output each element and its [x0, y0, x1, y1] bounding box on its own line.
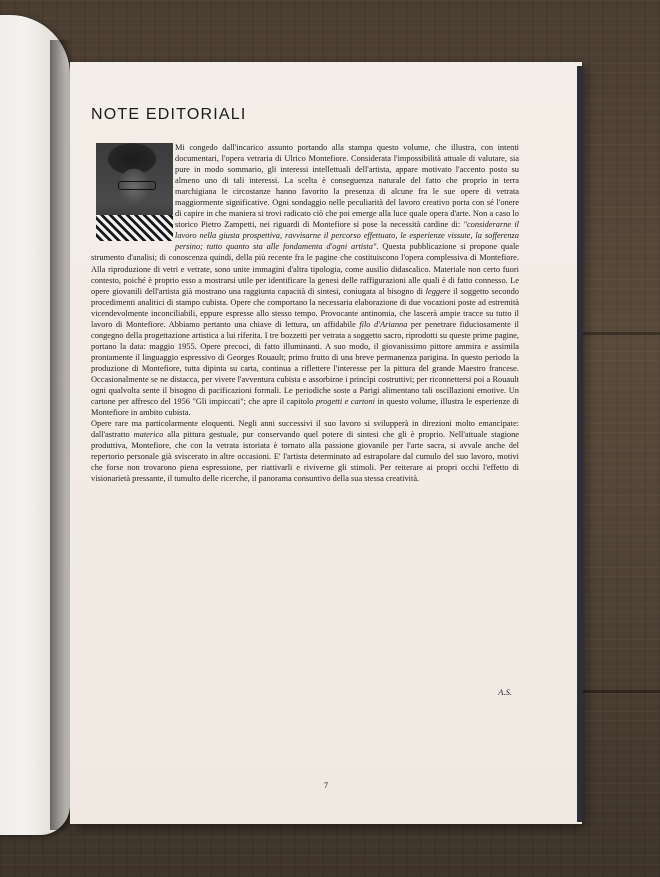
text-run: il soggetto secondo procedimenti analitici di stampo cubista. Opere che comportano la necessaria elaborazione di due vocazioni poste ad estremità vicendevolmente inconciliabili, eppure espresse allo stesso tempo. Provocante antinomia, che lascerà ampie tracce su tutto il lavoro di Montefiore. Abbiamo pertanto una chiave di lettura, un affidabile [91, 286, 519, 329]
italic-text-run: materico [133, 430, 164, 440]
page-title: NOTE EDITORIALI [91, 106, 247, 123]
body-text [91, 142, 519, 484]
italic-text-run: leggere [425, 286, 451, 296]
italic-text-run: "considerarne il lavoro nella giusta prospettiva, ravvisarne il percorso effettuato, le esperienze vissute, la sofferenza persino; tutto quanto sta alle fondamenta d'ogni artista" [175, 220, 519, 252]
page-number: 7 [323, 780, 329, 790]
book-spine-shadow [50, 40, 72, 830]
text-run: per penetrare fiduciosamente il congegno della progettazione artistica a lui riferita. I tre bozzetti per vetrata a soggetto sacro, riprodotti su queste prime pagine, portano la data: maggio 1955. Opere precoci, di fatto illuminanti. A suo modo, il giovanissimo pittore ammira e assimila prontamente il linguaggio espressivo di Georges Rouault; primo frutto di una breve permanenza parigina. In questo periodo la produzione di Montefiore, tutta dipinta su carta, continua a riflettere l'interesse per la pittura del grande Maestro francese. Occasionalmente se ne distacca, per vivere l'avventura cubista e assorbirne i princìpi costruttivi; per riconnettersi poi a Rouault ogni qualvolta sente il bisogno di pacificazioni formali. Le periodiche soste a Parigi alimentano tali oscillazioni emotive. Un cartone per affresco del 1956 "Gli impiccati"; che apre il capitolo [91, 319, 519, 407]
text-run: Opere rare ma particolarmente eloquenti. Negli anni successivi il suo lavoro si svilupperà in direzioni molto emancipate: dall'astratto [91, 419, 519, 440]
text-run: . Questa pubblicazione si propone quale strumento d'analisi; di conoscenza quindi, della più recente fra le pagine che costituiscono l'opera complessiva di Montefiore. Alla riproduzione di vetri e vetrate, sono unite immagini d'altra tipologia, come ausilio didascalico. Materiale non certo fuori contesto, poiché è proprio esso a mostrarsi utile per identificare la genesi delle raffigurazioni alle quali è di fatto connesso. Le opere giovanili dell'artista già mostrano una raggiunta capacità di sintesi, coniugata al bisogno di [91, 242, 519, 296]
italic-text-run: filo d'Arianna [359, 319, 408, 329]
italic-text-run: progetti e cartoni [315, 397, 375, 407]
text-run: Mi congedo dall'incarico assunto portando alla stampa questo volume, che illustra, con intenti documentari, l'opera vetraria di Ulrico Montefiore. Considerata l'impossibilità attuale di valutare, sia pure in modo sommario, gli interessi intellettuali dell'artista, appare motivato l'accento posto su almeno uno di tali interessi. La scelta è conseguenza naturale del fatto che proprio in terra marchigiana le circostanze hanno favorito la presenza di alcune fra le sue opere di vetrata maggiormente significative. Ogni sondaggio nelle peculiarità del lavoro creativo porta con sé l'onere di capire in che maniera si trovi radicato ciò che poi emerge alla luce quale opera d'arte. Non a caso lo storico Pietro Zampetti, nei riguardi di Montefiore si pose la necessità cardine di: [175, 143, 519, 230]
photo-text-wrap-spacer [91, 142, 175, 244]
text-run: alla pittura gestuale, pur conservando quel potere di sintesi che gli è proprio. Nell'attuale stagione produttiva, Montefiore, che con la vetrata istoriata è tornato alla passione giovanile per l'arte sacra, si avvale anche del repertorio personale già sviscerato in altre occasioni. E' l'artista determinato ad estrapolare dal cumulo del suo lavoro, motivi che forse non trovarono piena espressione, per riattivarli e riviverne gli stimoli. Per reiterare ai propri occhi l'effetto di visionarietà pressante, il tumulto delle ricerche, il panorama consuntivo della sua stessa creatività. [91, 430, 519, 484]
text-run: in questo volume, illustra le esperienze di Montefiore in ambito cubista. [91, 397, 520, 418]
book-cover-edge [577, 66, 583, 822]
paragraph [91, 418, 519, 484]
author-signature: A.S. [498, 687, 512, 697]
